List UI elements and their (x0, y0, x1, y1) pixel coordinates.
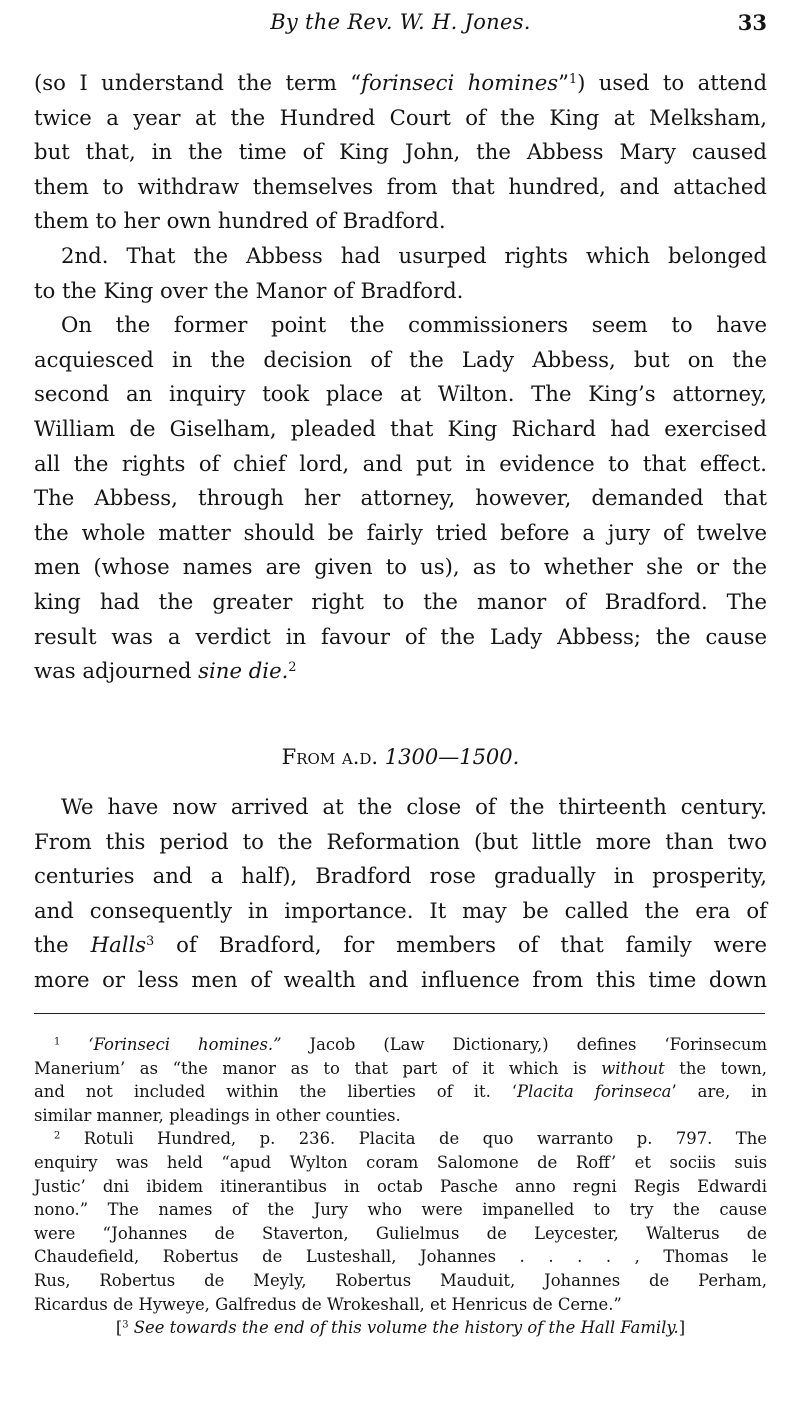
footnote-line: [$^3$ See towards the end of this volume the history of the Hall Family.] (115, 1318, 686, 1338)
paragraph-3 (34, 308, 767, 689)
text-line: king had the greater right to the manor of Bradford. The (34, 588, 767, 614)
text-line: second an inquiry took place at Wilton. The King’s attorney, (34, 381, 767, 407)
footnote-line: and not included within the liberties of it. ‘Placita forinseca’ are, in (34, 1082, 767, 1102)
section-heading-years: 1300—1500. (384, 745, 520, 769)
footnote-line: $^1$ ‘Forinseci homines.” Jacob (Law Dictionary,) defines ‘Forinsecum (54, 1035, 767, 1054)
page-header (34, 6, 767, 42)
main-text (34, 66, 767, 689)
footnote-ref-3[interactable]: 3 (146, 933, 155, 949)
footnote-line: Justic’ dni ibidem itinerantibus in octab Pasche anno regni Regis Edwardi (34, 1176, 767, 1196)
page-number: 33 (737, 10, 767, 35)
footnotes (34, 1033, 767, 1340)
footnote-line: Chaudefield, Robertus de Lusteshall, Johannes . . . . , Thomas le (34, 1247, 767, 1267)
running-head: By the Rev. W. H. Jones. (270, 10, 531, 34)
footnote-2 (34, 1127, 767, 1316)
text-line: On the former point the commissioners seem to have (61, 312, 767, 338)
family-name: Halls (90, 932, 147, 958)
text-line: centuries and a half), Bradford rose gradually in prosperity, (34, 863, 767, 889)
footnote-3 (34, 1316, 767, 1340)
footnote-line: Rus, Robertus de Meyly, Robertus Mauduit, Johannes de Perham, (34, 1270, 767, 1290)
paragraph-1 (34, 66, 767, 239)
text-line: to the King over the Manor of Bradford. (34, 277, 464, 303)
footnote-line: enquiry was held “apud Wylton coram Salomone de Roff’ et sociis suis (34, 1152, 767, 1172)
footnote-divider (34, 1013, 765, 1014)
text-line: acquiesced in the decision of the Lady Abbess, but on the (34, 346, 767, 372)
text-line: all the rights of chief lord, and put in evidence to that effect. (34, 450, 767, 476)
text-line: them to withdraw themselves from that hundred, and attached (34, 173, 767, 199)
text-line: the whole matter should be fairly tried before a jury of twelve (34, 519, 767, 545)
text-line: We have now arrived at the close of the thirteenth century. (61, 794, 767, 819)
footnote-line: nono.” The names of the Jury who were impanelled to try the cause (34, 1200, 767, 1220)
footnote-line: were “Johannes de Staverton, Gulielmus de Leycester, Walterus de (34, 1223, 767, 1243)
text-line: 2nd. That the Abbess had usurped rights which belonged (61, 242, 767, 268)
text-line: them to her own hundred of Bradford. (34, 208, 446, 234)
footnote-line: Ricardus de Hyweye, Galfredus de Wrokeshall, et Henricus de Cerne.” (34, 1294, 622, 1314)
main-text-continued (34, 790, 767, 998)
footnote-marker: 3 (122, 1319, 129, 1331)
text-line: result was a verdict in favour of the Lady Abbess; the cause (34, 623, 767, 649)
footnote-line: $^2$ Rotuli Hundred, p. 236. Placita de quo warranto p. 797. The (54, 1129, 767, 1149)
text-line: From this period to the Reformation (but little more than two (34, 828, 767, 854)
text-line: (so I understand the term “forinseci homines”$^1$) used to attend (34, 70, 768, 95)
text-line: twice a year at the Hundred Court of the King at Melksham, (34, 104, 767, 130)
section-heading (34, 740, 767, 774)
text-line: The Abbess, through her attorney, however, demanded that (34, 485, 767, 511)
footnote-ref-2[interactable]: 2 (288, 659, 297, 675)
text-line: more or less men of wealth and influence from this time down (34, 966, 767, 992)
footnote-line: similar manner, pleadings in other counties. (34, 1105, 401, 1125)
footnote-line: Manerium’ as “the manor as to that part of it which is without the town, (34, 1058, 767, 1078)
footnote-1 (34, 1033, 767, 1127)
footnote-marker: 2 (54, 1130, 61, 1142)
text-line: but that, in the time of King John, the Abbess Mary caused (34, 139, 767, 165)
latin-term: forinseci homines (361, 70, 559, 95)
latin-term: sine die. (198, 658, 289, 684)
footnote-ref-1[interactable]: 1 (568, 71, 578, 87)
text-line: was adjourned sine die.$^2$ (34, 658, 297, 684)
text-line: William de Giselham, pleaded that King Richard had exercised (34, 415, 767, 441)
text-line: men (whose names are given to us), as to whether she or the (34, 554, 767, 580)
text-line: and consequently in importance. It may be called the era of (34, 897, 767, 923)
text-line: the Halls$^3$ of Bradford, for members of that family were (34, 932, 767, 958)
paragraph-4 (34, 790, 767, 998)
paragraph-2 (34, 239, 767, 308)
section-heading-prefix: From a.d. (281, 745, 379, 769)
footnote-marker: 1 (54, 1036, 61, 1048)
